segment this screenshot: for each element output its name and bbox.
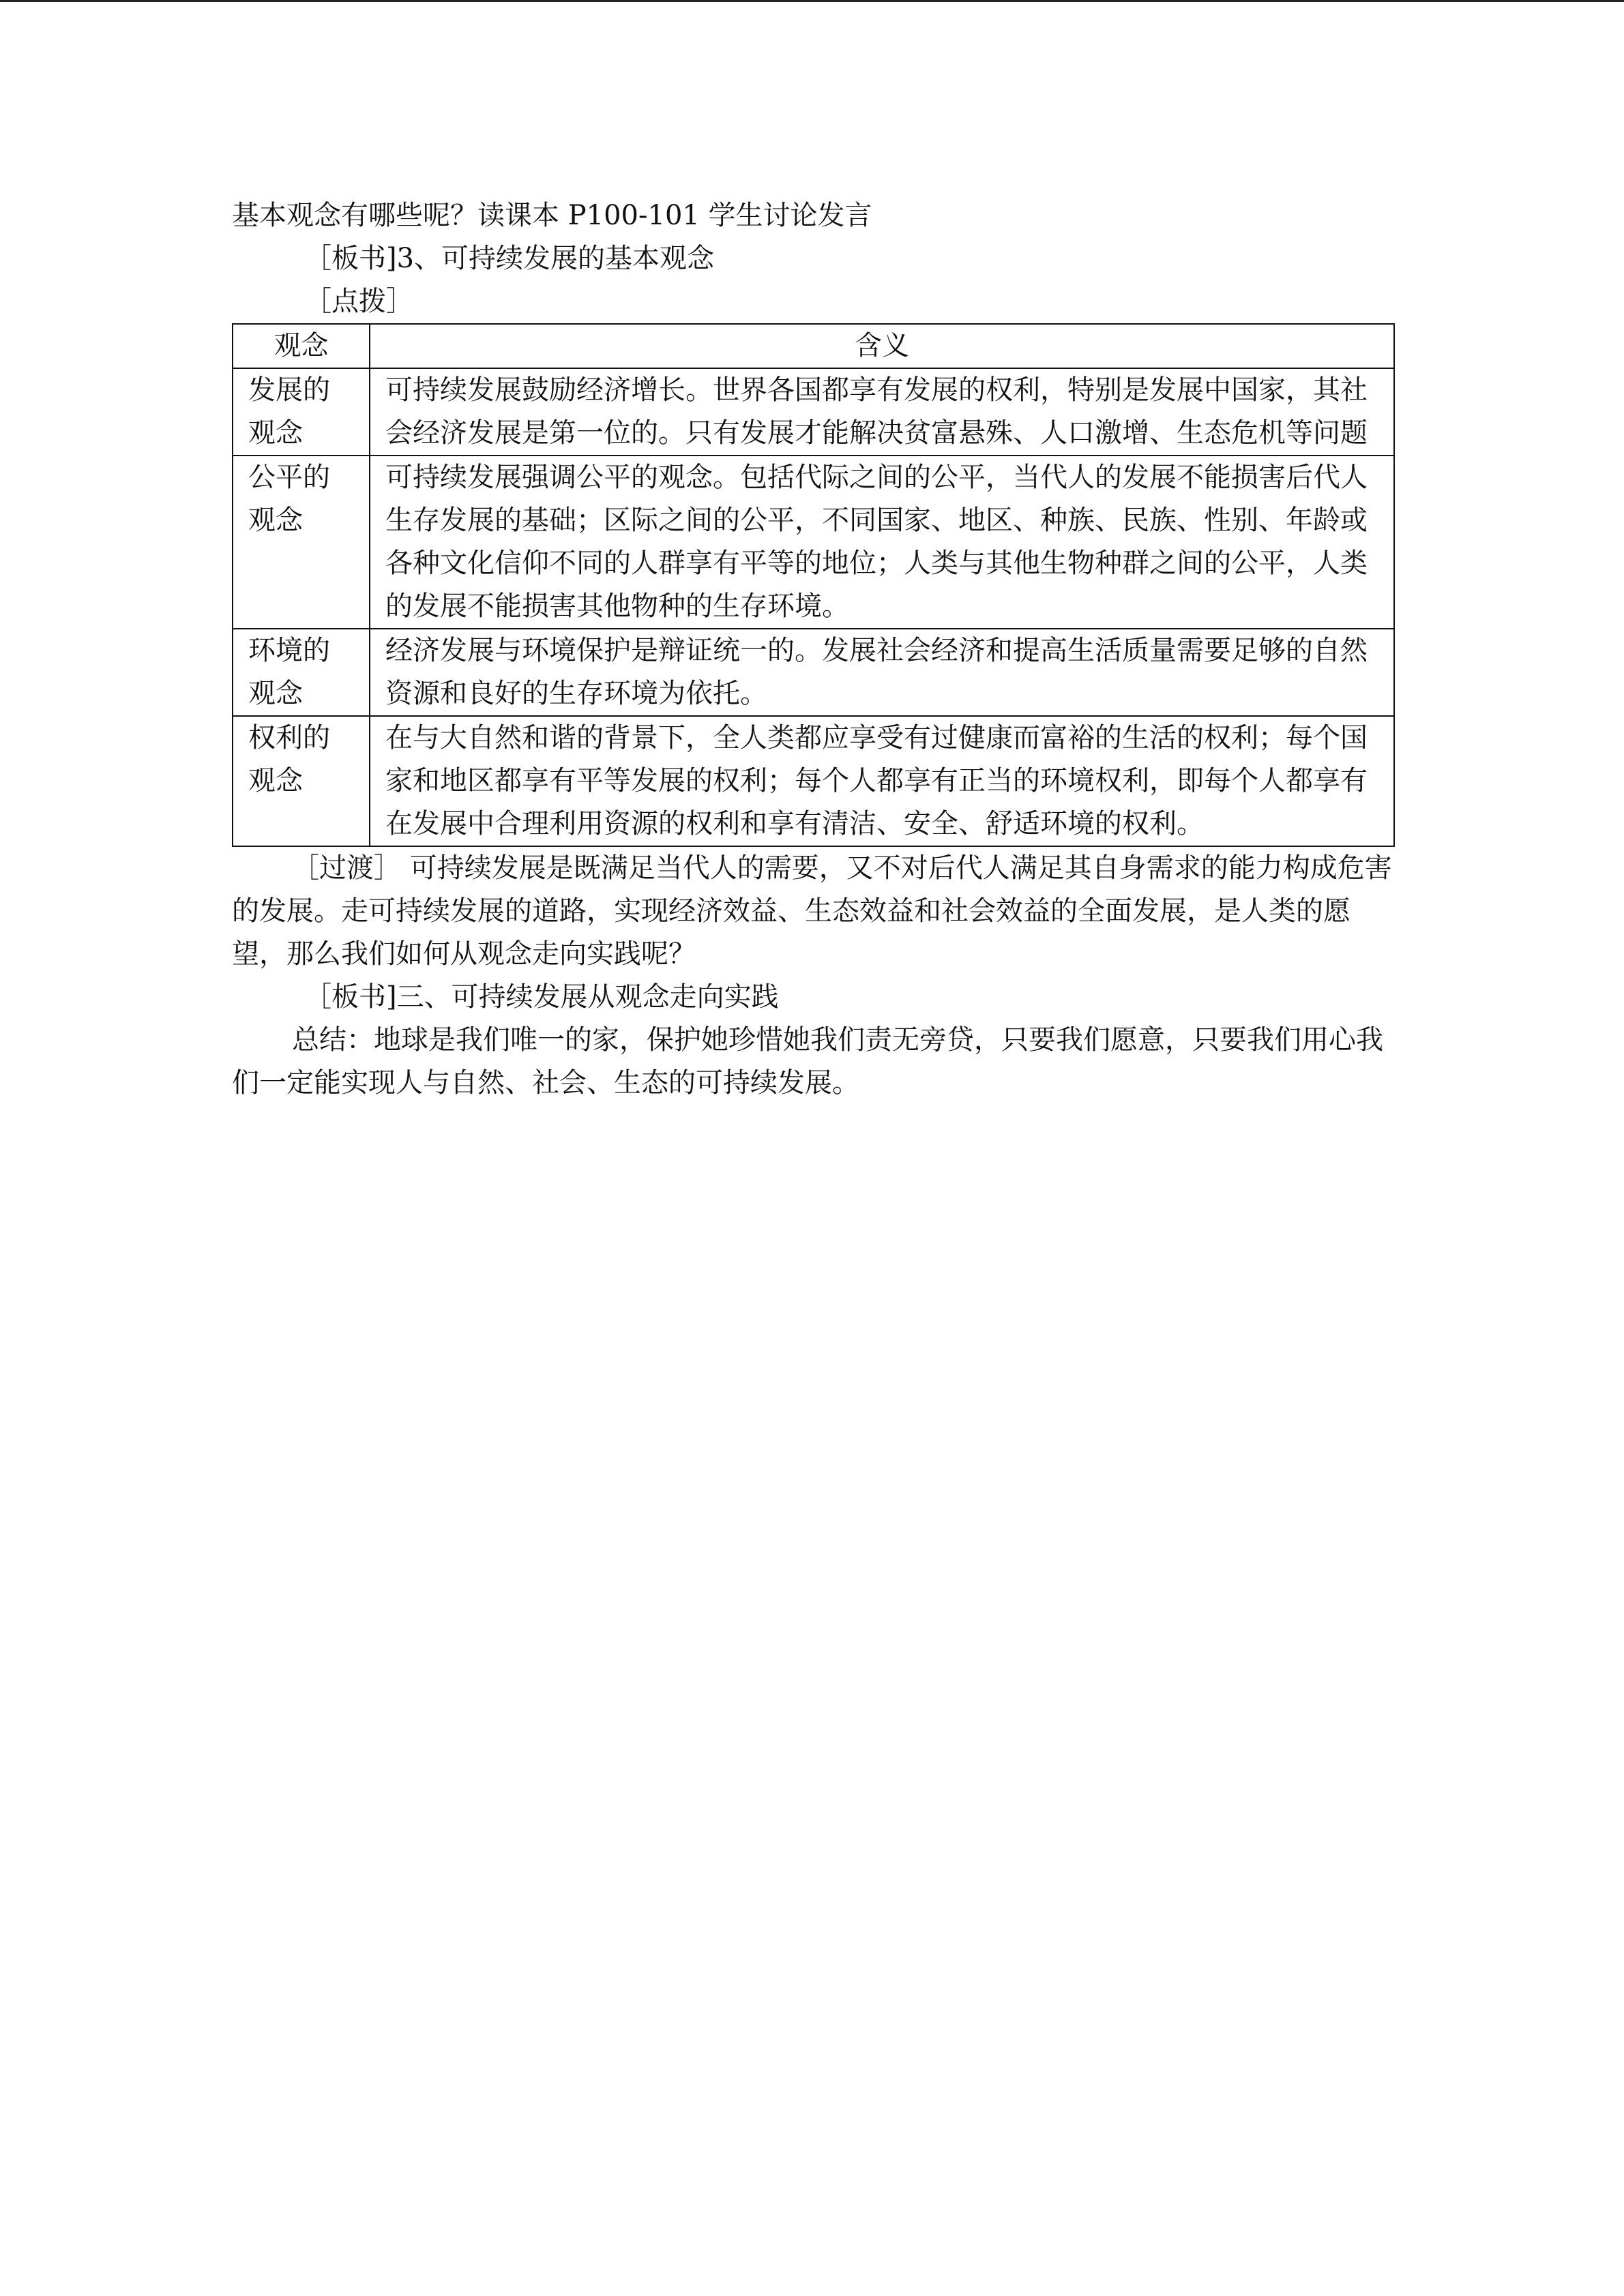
concept-meaning: 可持续发展鼓励经济增长。世界各国都享有发展的权利，特别是发展中国家，其社会经济发展是第一位的。只有发展才能解决贫富悬殊、人口激增、生态危机等问题 [370, 368, 1394, 456]
page-top-border [0, 0, 1624, 2]
concept-meaning: 经济发展与环境保护是辩证统一的。发展社会经济和提高生活质量需要足够的自然资源和良好的生存环境为依托。 [370, 629, 1394, 716]
intro-line: 基本观念有哪些呢？读课本 P100-101 学生讨论发言 [232, 200, 872, 231]
table-row [233, 716, 1394, 846]
header-meaning: 含义 [370, 324, 1394, 368]
header-concept: 观念 [233, 324, 370, 368]
transition-paragraph: ［过渡］ 可持续发展是既满足当代人的需要，又不对后代人满足其自身需求的能力构成危害的发展。走可持续发展的道路，实现经济效益、生态效益和社会效益的全面发展，是人类的愿望，那么我们如何从观念走向实践呢？ [232, 852, 1392, 970]
table-row [233, 368, 1394, 456]
board-note-basic-concepts: ［板书]3、可持续发展的基本观念 [304, 243, 715, 274]
concept-term: 公平的观念 [233, 456, 370, 629]
document-body [232, 194, 1393, 1105]
board-note-practice: ［板书]三、可持续发展从观念走向实践 [304, 981, 779, 1013]
concept-term: 权利的观念 [233, 716, 370, 846]
table-row [233, 629, 1394, 716]
concept-meaning: 可持续发展强调公平的观念。包括代际之间的公平，当代人的发展不能损害后代人生存发展的基础；区际之间的公平，不同国家、地区、种族、民族、性别、年龄或各种文化信仰不同的人群享有平等的地位；人类与其他生物种群之间的公平，人类的发展不能损害其他物种的生存环境。 [370, 456, 1394, 629]
concept-term: 环境的观念 [233, 629, 370, 716]
concept-term: 发展的观念 [233, 368, 370, 456]
concepts-table [232, 323, 1395, 847]
concept-meaning: 在与大自然和谐的背景下，全人类都应享受有过健康而富裕的生活的权利；每个国家和地区都享有平等发展的权利；每个人都享有正当的环境权利，即每个人都享有在发展中合理利用资源的权利和享有清洁、安全、舒适环境的权利。 [370, 716, 1394, 846]
summary-paragraph: 总结：地球是我们唯一的家，保护她珍惜她我们责无旁贷，只要我们愿意，只要我们用心我们一定能实现人与自然、社会、生态的可持续发展。 [232, 1024, 1383, 1099]
table-header-row [233, 324, 1394, 368]
table-row [233, 456, 1394, 629]
hint-label: ［点拨］ [304, 286, 413, 317]
